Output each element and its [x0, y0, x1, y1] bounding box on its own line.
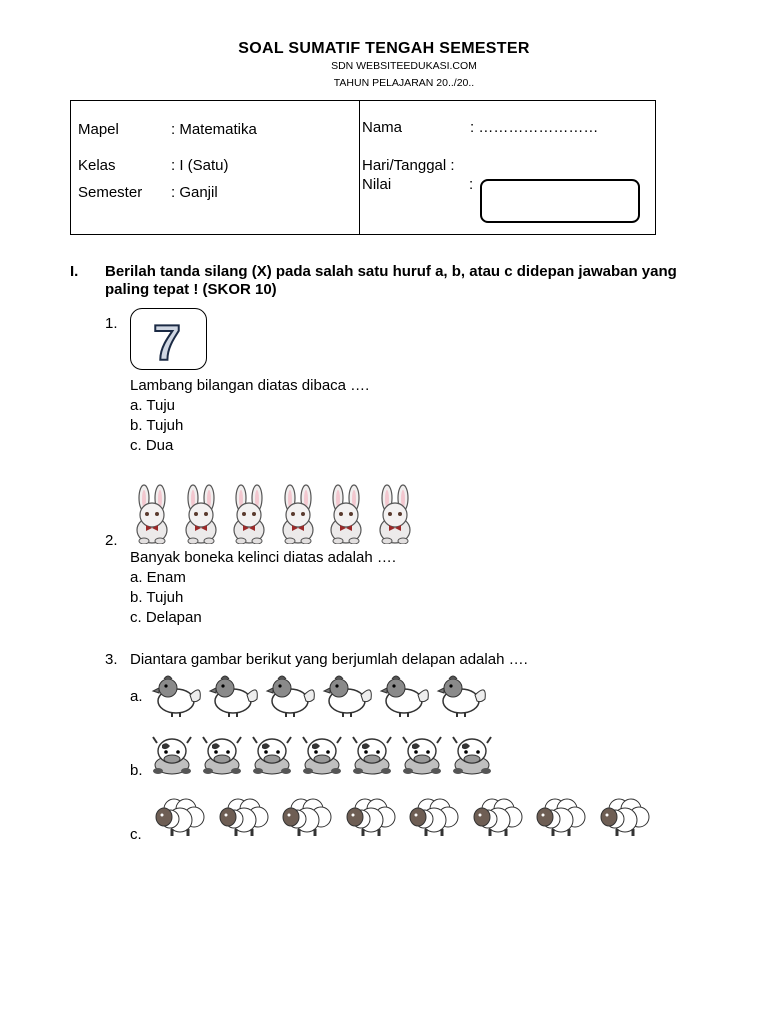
q3-option-a-label[interactable]: a. — [130, 688, 143, 705]
rabbit-icon — [373, 484, 417, 549]
svg-text:7: 7 — [153, 315, 181, 367]
q2-question: Banyak boneka kelinci diatas adalah …. — [130, 549, 397, 566]
nilai-box[interactable] — [480, 179, 640, 223]
sheep-icon — [595, 793, 653, 842]
chicken-icon — [319, 673, 375, 722]
chicken-icon — [376, 673, 432, 722]
q1-number: 1. — [105, 315, 118, 332]
cow-icon — [400, 735, 444, 780]
kelas-value: : I (Satu) — [171, 157, 229, 174]
hari-tanggal-label: Hari/Tanggal : — [362, 157, 455, 174]
q3-number: 3. — [105, 651, 118, 668]
rabbit-icon — [324, 484, 368, 549]
sheep-icon — [277, 793, 335, 842]
cow-icon — [150, 735, 194, 780]
school-year: TAHUN PELAJARAN 20../20.. — [333, 77, 475, 89]
cow-icon — [200, 735, 244, 780]
cow-icon — [250, 735, 294, 780]
q2-number: 2. — [105, 532, 118, 549]
sheep-icon — [468, 793, 526, 842]
chicken-icon — [205, 673, 261, 722]
nama-label: Nama — [362, 119, 403, 136]
mapel-value: : Matematika — [171, 121, 257, 138]
semester-label: Semester — [78, 184, 143, 201]
rabbit-icon — [276, 484, 320, 549]
section-number: I. — [70, 263, 79, 280]
info-divider — [359, 101, 360, 234]
chicken-icon — [262, 673, 318, 722]
sheep-icon — [341, 793, 399, 842]
rabbit-icon — [179, 484, 223, 549]
nilai-label: Nilai — [362, 176, 392, 193]
semester-value: : Ganjil — [171, 184, 218, 201]
rabbit-icon — [227, 484, 271, 549]
info-table — [70, 100, 656, 235]
q1-number-box — [130, 308, 207, 370]
kelas-label: Kelas — [78, 157, 116, 174]
school-name: SDN WEBSITEEDUKASI.COM — [331, 60, 477, 72]
sheep-icon — [404, 793, 462, 842]
q1-question: Lambang bilangan diatas dibaca …. — [130, 377, 370, 394]
q1-option-a[interactable]: a. Tuju — [130, 397, 176, 414]
nama-value[interactable]: : …………………… — [470, 119, 599, 136]
section-instruction: Berilah tanda silang (X) pada salah satu huruf a, b, atau c didepan jawaban yang paling tepat ! (SKOR 10) — [105, 263, 677, 298]
q1-option-c[interactable]: c. Dua — [130, 437, 174, 454]
q3-option-c-label[interactable]: c. — [130, 826, 142, 843]
q3-question: Diantara gambar berikut yang berjumlah delapan adalah …. — [130, 651, 528, 668]
chicken-icon — [433, 673, 489, 722]
rabbit-icon — [130, 484, 174, 549]
nilai-colon: : — [469, 176, 474, 193]
cow-icon — [450, 735, 494, 780]
mapel-label: Mapel — [78, 121, 119, 138]
sheep-icon — [150, 793, 208, 842]
q2-option-a[interactable]: a. Enam — [130, 569, 186, 586]
cow-icon — [300, 735, 344, 780]
q2-option-c[interactable]: c. Delapan — [130, 609, 202, 626]
page-title: SOAL SUMATIF TENGAH SEMESTER — [238, 40, 530, 57]
q3-option-b-label[interactable]: b. — [130, 762, 143, 779]
q2-option-b[interactable]: b. Tujuh — [130, 589, 184, 606]
q1-option-b[interactable]: b. Tujuh — [130, 417, 184, 434]
sheep-icon — [531, 793, 589, 842]
cow-icon — [350, 735, 394, 780]
sheep-icon — [214, 793, 272, 842]
chicken-icon — [148, 673, 204, 722]
number-seven-icon — [131, 309, 205, 367]
